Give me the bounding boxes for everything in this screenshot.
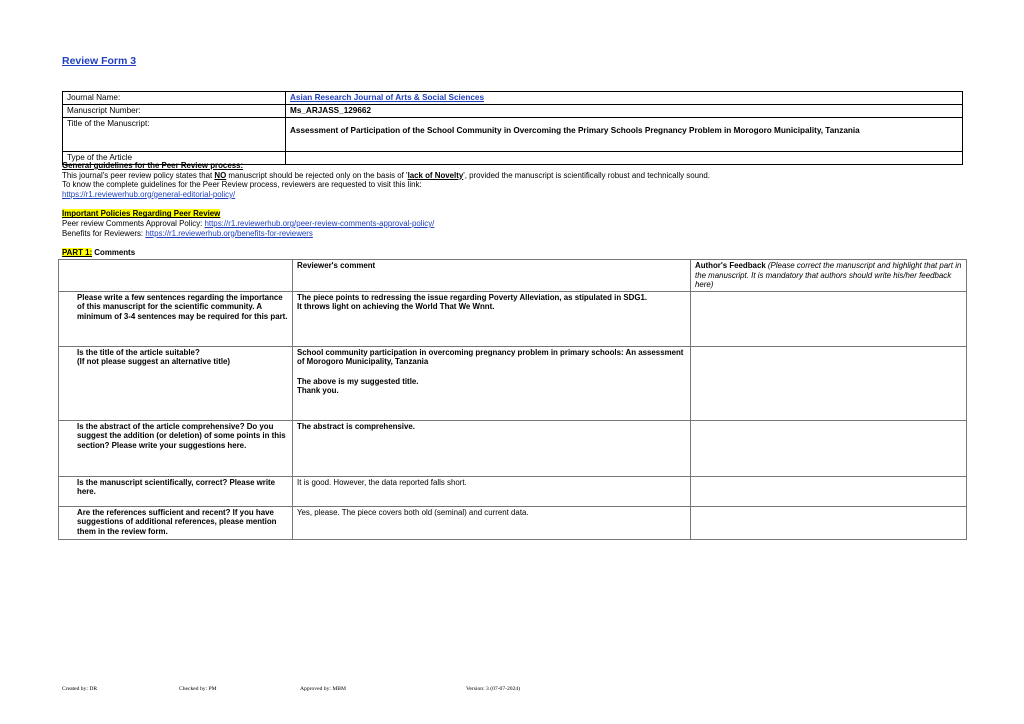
manuscript-title-value: Assessment of Participation of the School Community in Overcoming the Primary Schools Pregnancy Problem in Morogoro Municipality, Tanzania [286, 118, 963, 152]
guidelines-policy-line: This journal's peer review policy states that NO manuscript should be rejected only on the basis of 'lack of Novelty', provided the manuscript is scientifically robust and technically sound. [62, 170, 710, 180]
author-feedback-header: Author's Feedback (Please correct the manuscript and highlight that part in the manuscript. It is mandatory that authors should write his/her feedback here) [691, 260, 967, 292]
table-row [59, 420, 967, 476]
journal-name-label: Journal Name: [63, 92, 286, 105]
benefits-line: Benefits for Reviewers: https://r1.reviewerhub.org/benefits-for-reviewers [62, 228, 313, 238]
approval-policy-link[interactable]: https://r1.reviewerhub.org/peer-review-comments-approval-policy/ [204, 218, 435, 228]
part1-heading: PART 1: Comments [62, 248, 136, 258]
benefits-link[interactable]: https://r1.reviewerhub.org/benefits-for-reviewers [145, 228, 313, 238]
guidelines-section [62, 161, 962, 258]
reviewer-comment-header: Reviewer's comment [293, 260, 691, 292]
question-title: Is the title of the article suitable? (If not please suggest an alternative title) [77, 347, 231, 367]
reviewer-comment-cell: Yes, please. The piece covers both old (seminal) and current data. [293, 506, 691, 539]
manuscript-number-value: Ms_ARJASS_129662 [286, 105, 963, 118]
form-title: Review Form 3 [62, 55, 137, 67]
footer-version: Version: 3 (07-07-2024) [466, 686, 521, 692]
reviewer-comment-cell: The piece points to redressing the issue regarding Poverty Alleviation, as stipulated in SDG1. It throws light on achieving the World That We Wnnt. [293, 291, 691, 346]
footer-approved: Approved by: MBM [300, 686, 346, 692]
manuscript-number-label: Manuscript Number: [63, 105, 286, 118]
reviewer-comment-cell: The abstract is comprehensive. [293, 420, 691, 476]
question-scientific: Is the manuscript scientifically, correct? Please write here. [77, 477, 276, 497]
footer-created: Created by: DR [62, 686, 98, 692]
table-row [59, 506, 967, 539]
author-feedback-cell[interactable] [691, 420, 967, 476]
reviewer-comment-cell: School community participation in overcoming pregnancy problem in primary schools: An assessment of Morogoro Municipality, Tanzania The above is my suggested title. Thank you. [293, 346, 691, 420]
approval-policy-line: Peer review Comments Approval Policy: https://r1.reviewerhub.org/peer-review-comments-approval-policy/ [62, 218, 435, 228]
guidelines-heading: General guidelines for the Peer Review process: [62, 161, 244, 170]
table-row [59, 291, 967, 346]
question-references: Are the references sufficient and recent? If you have suggestions of additional references, please mention them in the review form. [77, 507, 277, 536]
footer-checked: Checked by: PM [179, 686, 217, 692]
author-feedback-cell[interactable] [691, 291, 967, 346]
manuscript-info-table [62, 91, 963, 165]
table-row [59, 476, 967, 506]
author-feedback-cell[interactable] [691, 506, 967, 539]
article-type-label: Type of the Article [63, 152, 286, 165]
author-feedback-cell[interactable] [691, 346, 967, 420]
journal-name-link[interactable]: Asian Research Journal of Arts & Social Sciences [290, 93, 484, 102]
comments-table [58, 259, 967, 540]
question-importance: Please write a few sentences regarding the importance of this manuscript for the scientific community. A minimum of 3-4 sentences may be required for this part. [77, 292, 288, 321]
question-abstract: Is the abstract of the article comprehensive? Do you suggest the addition (or deletion) of some points in this section? Please write your suggestions here. [77, 421, 286, 450]
table-row [59, 346, 967, 420]
reviewer-comment-cell: It is good. However, the data reported falls short. [293, 476, 691, 506]
guidelines-link-intro: To know the complete guidelines for the Peer Review process, reviewers are requested to visit this link: [62, 180, 422, 190]
author-feedback-cell[interactable] [691, 476, 967, 506]
manuscript-title-label: Title of the Manuscript: [63, 118, 286, 152]
general-editorial-policy-link[interactable]: https://r1.reviewerhub.org/general-editorial-policy/ [62, 189, 236, 199]
important-policies-heading: Important Policies Regarding Peer Review [62, 209, 221, 219]
